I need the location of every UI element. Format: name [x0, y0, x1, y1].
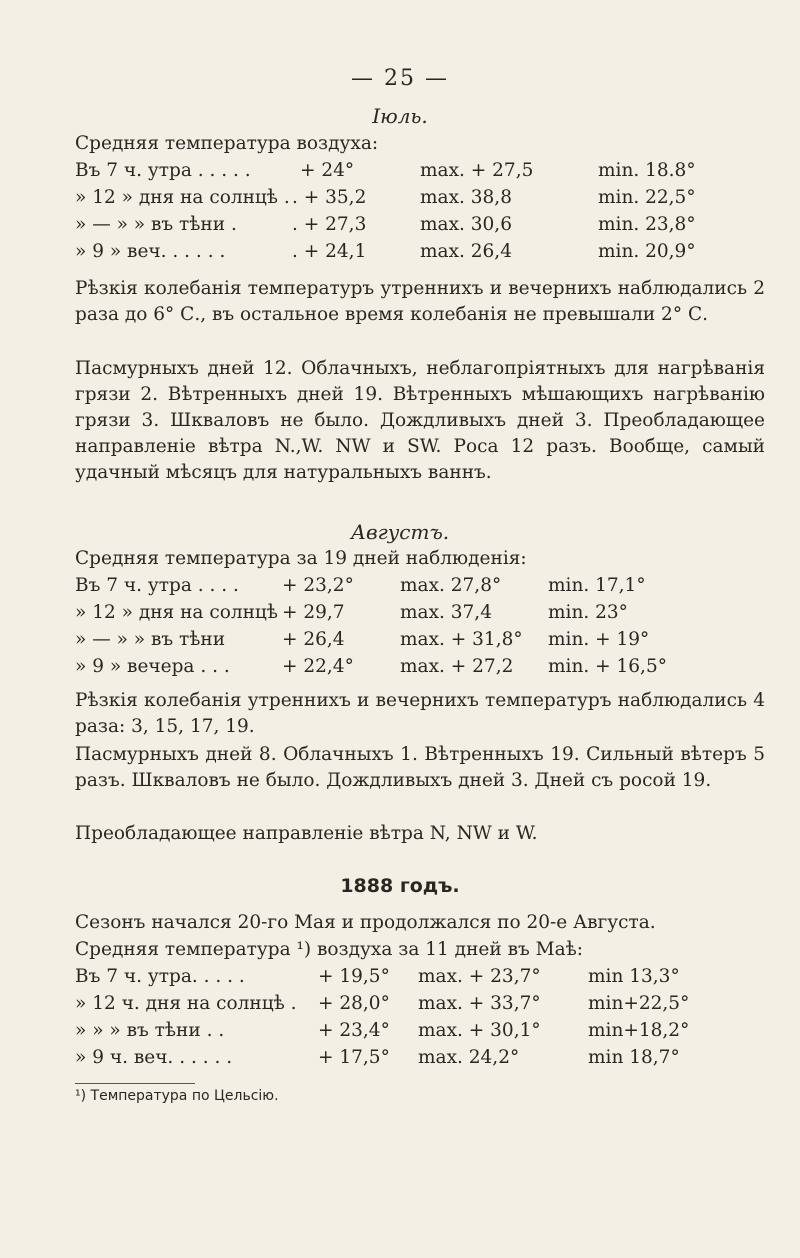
table-row-min: min. 17,1° [548, 575, 646, 596]
table-row-min: min. + 16,5° [548, 656, 667, 677]
table-row-avg: + 19,5° [318, 966, 390, 987]
table-row-label: Въ 7 ч. утра . . . . [75, 575, 239, 596]
table-row-label: Въ 7 ч. утра. . . . . [75, 966, 245, 987]
july-paragraph: Пасмурныхъ дней 12. Облачныхъ, неблагопріятныхъ для нагрѣванія грязи 2. Вѣтренныхъ дней 19. Вѣтренныхъ мѣшающихъ нагрѣванію грязи 3. Шкваловъ не было. Дождливыхъ дней 3. Преобладающее направленіе вѣтра N.,W. NW и SW. Роса 12 разъ. Вообще, самый удачный мѣсяцъ для натуральныхъ ваннъ. [75, 358, 765, 483]
season-line: Сезонъ начался 20-го Мая и продолжался по 20-е Августа. [75, 912, 656, 933]
table-row-max: max. + 30,1° [418, 1020, 541, 1041]
table-row-max: max. + 27,5 [420, 160, 534, 181]
table-row-label: » 12 » дня на солнцѣ [75, 602, 278, 623]
table-row-avg: + 29,7 [282, 602, 345, 623]
table-row-min: min+18,2° [588, 1020, 690, 1041]
table-row-avg: + 17,5° [318, 1047, 390, 1068]
table-row-min: min 18,7° [588, 1047, 680, 1068]
table-row-min: min. + 19° [548, 629, 650, 650]
table-row-avg: . + 24,1 [292, 241, 367, 262]
table-row-avg: . + 35,2 [292, 187, 367, 208]
table-row-avg: + 23,4° [318, 1020, 390, 1041]
august-paragraph: Преобладающее направленіе вѣтра N, NW и W. [75, 823, 538, 844]
table-row-label: » » » въ тѣни . . [75, 1020, 225, 1041]
table-row-label: » — » » въ тѣни [75, 629, 226, 650]
year1888-intro: Средняя температура ¹) воздуха за 11 дней въ Маѣ: [75, 939, 583, 960]
table-row-avg: + 23,2° [282, 575, 354, 596]
table-row-label: » — » » въ тѣни . [75, 214, 237, 235]
table-row-max: max. 30,6 [420, 214, 512, 235]
footnote-rule [75, 1083, 195, 1084]
august-paragraph: Рѣзкія колебанія утреннихъ и вечернихъ температуръ наблюдались 4 раза: 3, 15, 17, 19. [75, 690, 765, 737]
table-row-label: » 9 » веч. . . . . . [75, 241, 226, 262]
july-intro: Средняя температура воздуха: [75, 133, 379, 154]
table-row-min: min. 20,9° [598, 241, 696, 262]
section-title-august: Августъ. [350, 520, 450, 544]
section-title-1888: 1888 годъ. [340, 875, 460, 897]
august-intro: Средняя температура за 19 дней наблюденія: [75, 548, 527, 569]
table-row-min: min. 18.8° [598, 160, 696, 181]
table-row-max: max. 38,8 [420, 187, 512, 208]
table-row-avg: + 24° [300, 160, 355, 181]
section-title-july: Іюль. [372, 104, 428, 128]
table-row-label: » 12 » дня на солнцѣ . [75, 187, 290, 208]
table-row-min: min. 23,8° [598, 214, 696, 235]
table-row-label: Въ 7 ч. утра . . . . . [75, 160, 251, 181]
table-row-max: max. 37,4 [400, 602, 492, 623]
table-row-min: min+22,5° [588, 993, 690, 1014]
table-row-label: » 9 ч. веч. . . . . . [75, 1047, 233, 1068]
table-row-max: max. 26,4 [420, 241, 512, 262]
table-row-max: max. 24,2° [418, 1047, 520, 1068]
table-row-avg: + 22,4° [282, 656, 354, 677]
table-row-min: min. 23° [548, 602, 628, 623]
table-row-label: » 9 » вечера . . . [75, 656, 230, 677]
table-row-max: max. + 23,7° [418, 966, 541, 987]
table-row-label: » 12 ч. дня на солнцѣ . [75, 993, 297, 1014]
table-row-max: max. 27,8° [400, 575, 502, 596]
footnote: ¹) Температура по Цельсію. [75, 1088, 279, 1104]
table-row-max: max. + 33,7° [418, 993, 541, 1014]
table-row-max: max. + 27,2 [400, 656, 514, 677]
table-row-min: min 13,3° [588, 966, 680, 987]
table-row-avg: . + 27,3 [292, 214, 367, 235]
table-row-min: min. 22,5° [598, 187, 696, 208]
july-paragraph: Рѣзкія колебанія температуръ утреннихъ и вечернихъ наблюдались 2 раза до 6° С., въ остальное время колебанія не превышали 2° С. [75, 278, 765, 325]
august-paragraph: Пасмурныхъ дней 8. Облачныхъ 1. Вѣтренныхъ 19. Сильный вѣтеръ 5 разъ. Шкваловъ не было. Дождливыхъ дней 3. Дней съ росой 19. [75, 744, 765, 791]
table-row-avg: + 26,4 [282, 629, 345, 650]
table-row-avg: + 28,0° [318, 993, 390, 1014]
page-number: — 25 — [351, 66, 449, 91]
table-row-max: max. + 31,8° [400, 629, 523, 650]
